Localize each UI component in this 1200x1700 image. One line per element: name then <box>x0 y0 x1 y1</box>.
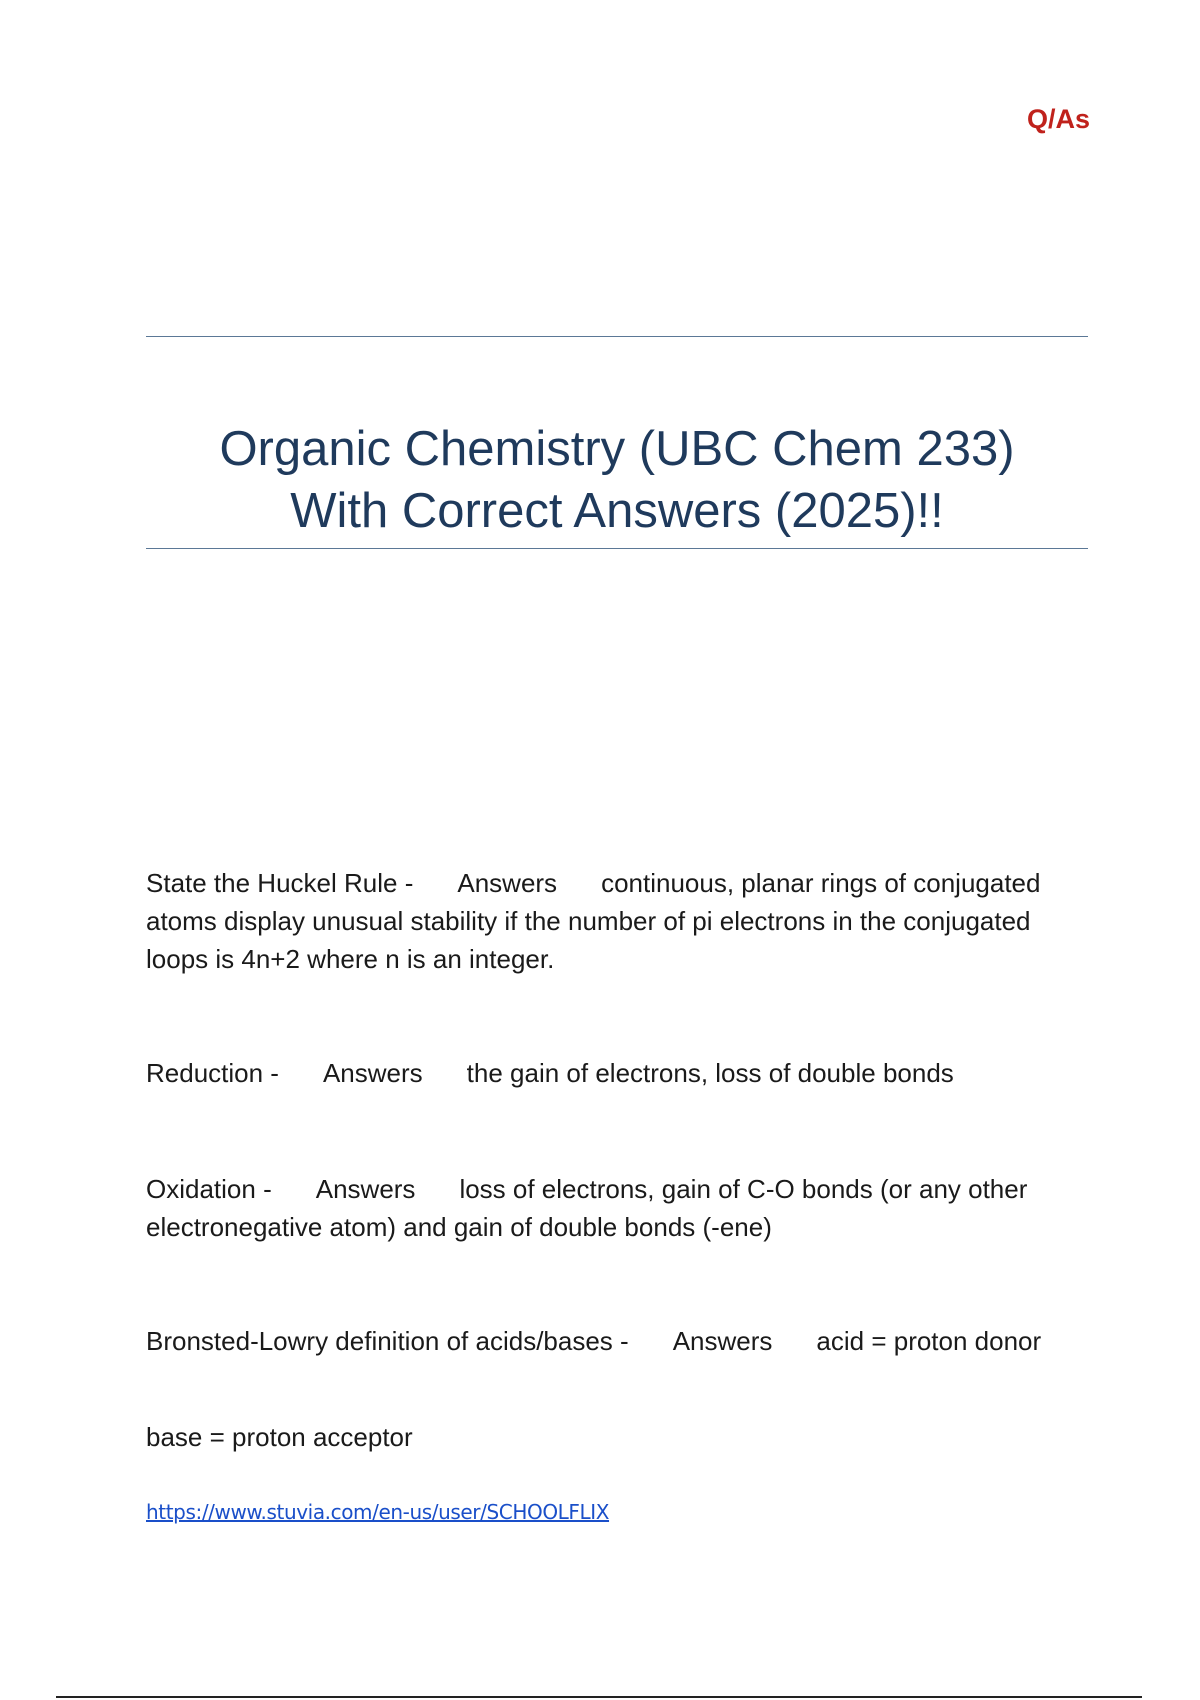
qa-answer: continuous, planar rings of conjugated atoms display unusual stability if the number of pi electrons in the conjugated loops is 4n+2 where n is an integer. <box>146 868 1041 974</box>
title-bottom-divider <box>146 548 1088 549</box>
qa-item-bronsted-lowry <box>146 1322 1076 1360</box>
qa-answer-marker: Answers <box>322 1058 423 1088</box>
title-line-2: With Correct Answers (2025)!! <box>290 484 944 538</box>
qa-answer-continuation: base = proton acceptor <box>146 1422 413 1452</box>
qa-question: Oxidation - <box>146 1174 272 1204</box>
title-line-1: Organic Chemistry (UBC Chem 233) <box>219 422 1015 476</box>
profile-link[interactable]: https://www.stuvia.com/en-us/user/SCHOOLFLIX <box>146 1500 610 1524</box>
qa-item-huckel <box>146 864 1076 978</box>
qa-tag: Q/As <box>1026 104 1090 134</box>
qa-question: Reduction - <box>146 1058 279 1088</box>
qa-answer: the gain of electrons, loss of double bonds <box>466 1058 954 1088</box>
qa-question: Bronsted-Lowry definition of acids/bases - <box>146 1326 629 1356</box>
qa-answer-marker: Answers <box>672 1326 773 1356</box>
document-title <box>146 418 1088 542</box>
qa-answer: acid = proton donor <box>816 1326 1042 1356</box>
qa-question: State the Huckel Rule - <box>146 868 414 898</box>
qa-item-reduction <box>146 1054 1076 1092</box>
footer-divider <box>56 1696 1142 1698</box>
qa-item-oxidation <box>146 1170 1076 1246</box>
qa-answer-marker: Answers <box>315 1174 416 1204</box>
qa-answer-marker: Answers <box>457 868 558 898</box>
qa-answer: loss of electrons, gain of C-O bonds (or any other electronegative atom) and gain of double bonds (-ene) <box>146 1174 1028 1242</box>
title-top-divider <box>146 336 1088 337</box>
